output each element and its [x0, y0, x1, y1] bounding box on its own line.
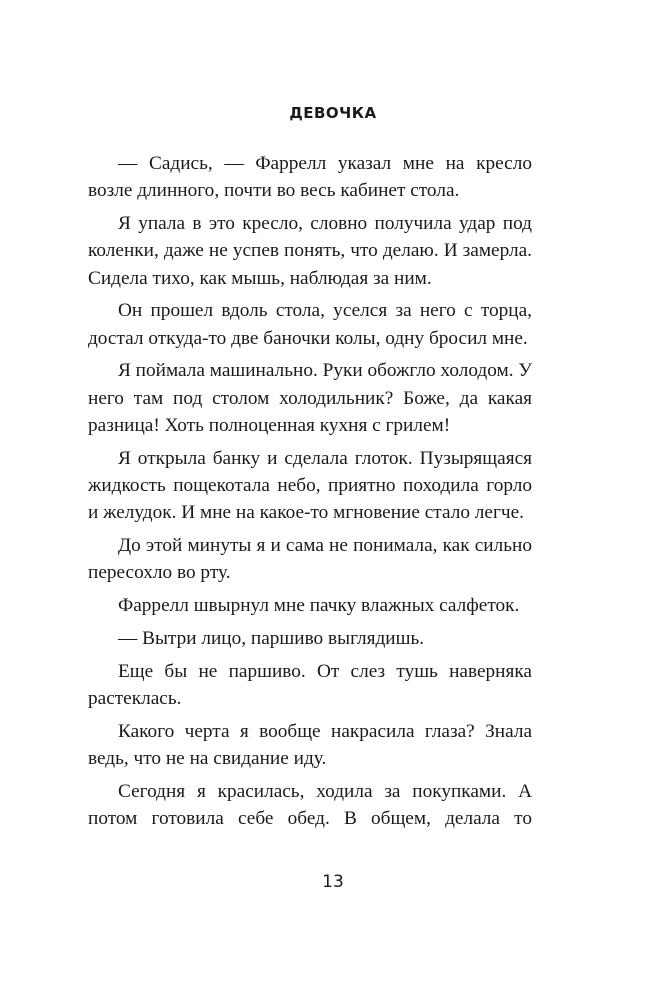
paragraph: Сегодня я красилась, ходила за покупками. А потом готовила себе обед. В общем, делала то	[88, 781, 532, 830]
paragraph: До этой минуты я и сама не понимала, как сильно пересохло во рту.	[88, 535, 532, 584]
paragraph: Я упала в это кресло, словно получила удар под коленки, даже не успев понять, что делаю. И замерла. Сидела тихо, как мышь, наблюдая за ним.	[88, 213, 532, 289]
paragraph: Я открыла банку и сделала глоток. Пузырящаяся жидкость пощекотала небо, приятно походила горло и желудок. И мне на какое-то мгновение стало легче.	[88, 447, 532, 524]
paragraph: Фаррелл швырнул мне пачку влажных салфеток.	[118, 595, 520, 617]
paragraph: — Садись, — Фаррелл указал мне на кресло возле длинного, почти во весь кабинет стола.	[88, 153, 532, 202]
paragraph: Я поймала машинально. Руки обожгло холодом. У него там под столом холодильник? Боже, да какая разница! Хоть полноценная кухня с грилем!	[88, 360, 532, 436]
paragraph: Какого черта я вообще накрасила глаза? Знала ведь, что не на свидание иду.	[88, 721, 532, 770]
page-number: 13	[322, 872, 344, 892]
paragraph: Еще бы не паршиво. От слез тушь наверняка растеклась.	[88, 660, 532, 710]
body-text	[88, 150, 532, 838]
chapter-title: ДЕВОЧКА	[289, 104, 377, 122]
paragraph: — Вытри лицо, паршиво выглядишь.	[118, 628, 425, 650]
paragraph: Он прошел вдоль стола, уселся за него с торца, достал откуда-то две баночки колы, одну бросил мне.	[88, 300, 532, 349]
